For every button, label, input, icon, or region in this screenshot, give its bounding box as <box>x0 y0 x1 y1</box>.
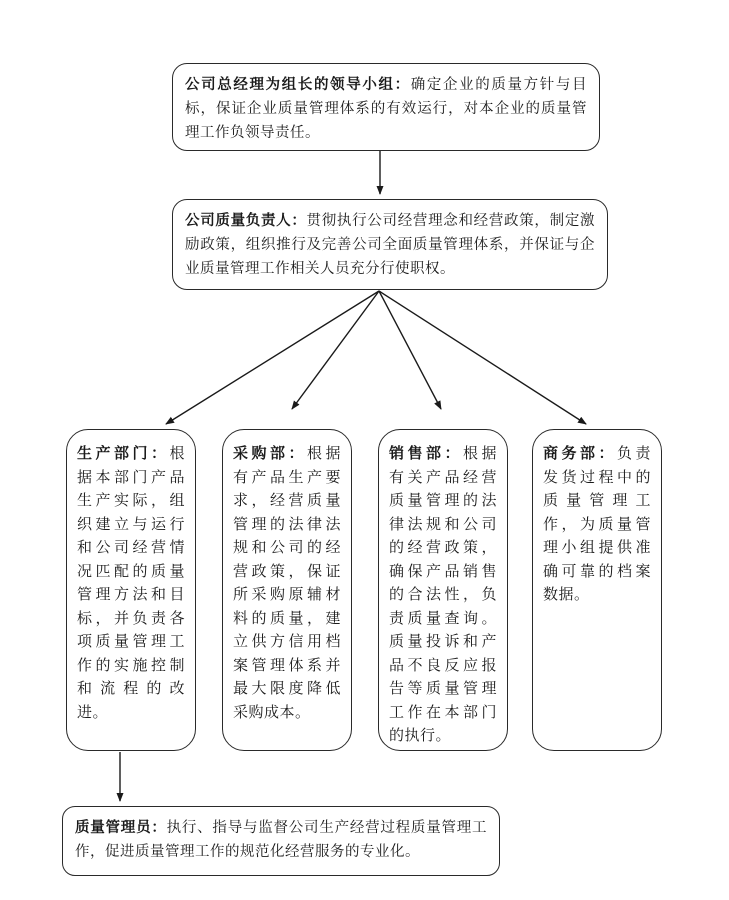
node-quality-director <box>172 199 608 290</box>
node-purchasing-dept-text: 根据有产品生产要求，经营质量管理的法律法规和公司的经营政策，保证所采购原辅材料的质量，建立供方信用档案管理体系并最大限度降低采购成本。 <box>233 446 341 721</box>
arrow-director-to-purchasing <box>292 291 379 409</box>
arrow-director-to-production <box>166 291 379 424</box>
node-sales-dept-label: 销售部： <box>389 446 463 462</box>
arrow-director-to-commerce <box>379 291 586 424</box>
node-quality-manager <box>62 806 500 876</box>
node-quality-director-text: 贯彻执行公司经营理念和经营政策，制定激励政策，组织推行及完善公司全面质量管理体系，并保证与企业质量管理工作相关人员充分行使职权。 <box>185 213 596 277</box>
node-commerce-dept-text: 负责发货过程中的质量管理工作，为质量管理小组提供准确可靠的档案数据。 <box>543 446 651 603</box>
node-sales-dept <box>378 429 508 751</box>
node-production-dept <box>66 429 196 751</box>
node-commerce-dept <box>532 429 662 751</box>
arrow-director-to-sales <box>379 291 441 409</box>
node-sales-dept-text: 根据有关产品经营质量管理的法律法规和公司的经营政策，确保产品销售的合法性，负责质量查询。质量投诉和产品不良反应报告等质量管理工作在本部门的执行。 <box>389 446 497 744</box>
node-leader-group <box>172 63 600 151</box>
node-leader-group-label: 公司总经理为组长的领导小组： <box>185 77 411 93</box>
node-leader-group-text: 确定企业的质量方针与目标，保证企业质量管理体系的有效运行，对本企业的质量管理工作负领导责任。 <box>185 77 587 141</box>
node-quality-manager-text: 执行、指导与监督公司生产经营过程质量管理工作，促进质量管理工作的规范化经营服务的专业化。 <box>75 820 488 860</box>
node-purchasing-dept-label: 采购部： <box>233 446 307 462</box>
node-quality-director-label: 公司质量负责人： <box>185 213 307 229</box>
node-purchasing-dept <box>222 429 352 751</box>
node-commerce-dept-label: 商务部： <box>543 446 617 462</box>
node-production-dept-label: 生产部门： <box>77 446 170 462</box>
node-quality-manager-label: 质量管理员： <box>75 820 167 836</box>
node-production-dept-text: 根据本部门产品生产实际，组织建立与运行和公司经营情况匹配的质量管理方法和目标，并负责各项质量管理工作的实施控制和流程的改进。 <box>77 446 185 721</box>
